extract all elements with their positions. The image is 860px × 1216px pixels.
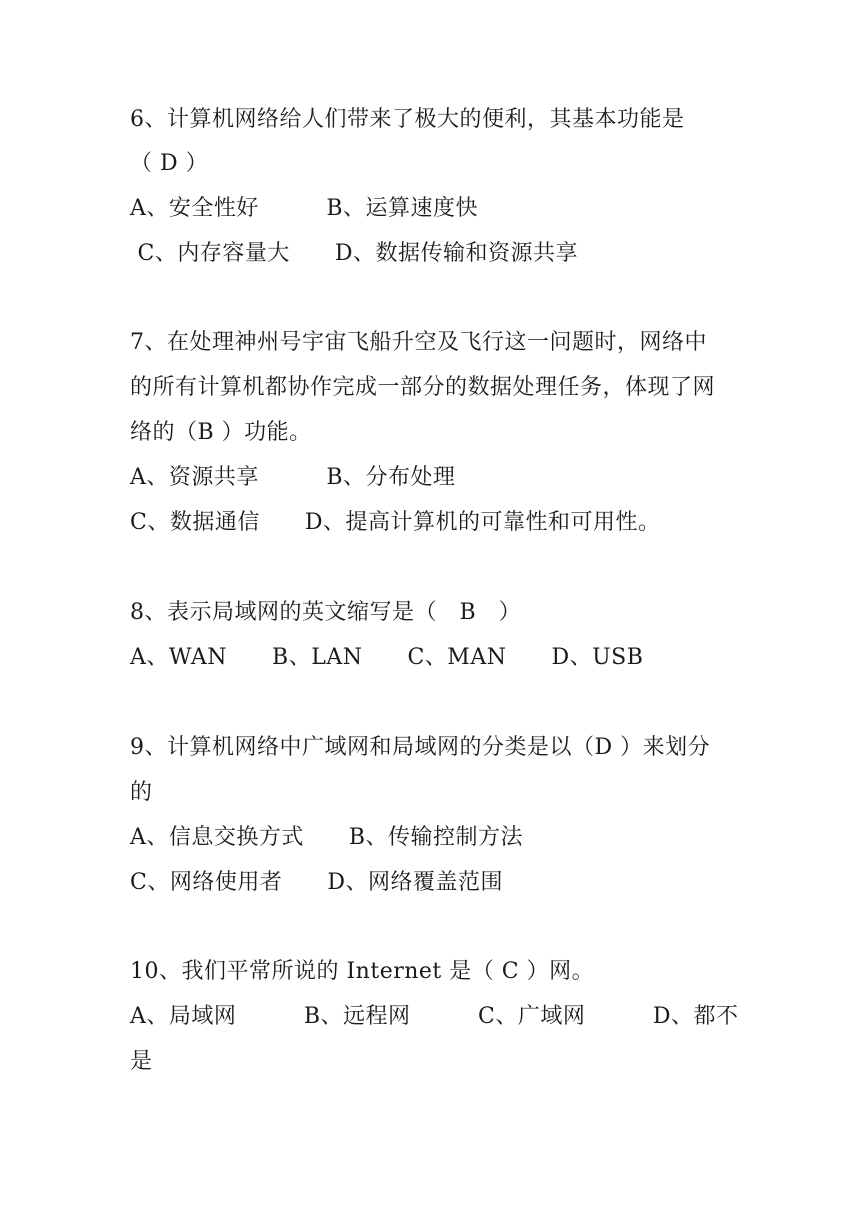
question-6-stem-line-1: 6、计算机网络给人们带来了极大的便利，其基本功能是 [130,107,685,132]
question-7-stem-line-2: 的所有计算机都协作完成一部分的数据处理任务，体现了网 [130,375,716,400]
question-6-options-line-2: C、内存容量大 D、数据传输和资源共享 [130,241,578,266]
question-9-stem-line-2: 的 [130,780,153,805]
question-9-stem-line-1: 9、计算机网络中广域网和局域网的分类是以（D ）来划分 [130,735,711,760]
question-7-stem-line-3: 络的（B ）功能。 [130,420,312,445]
question-7-options-line-2: C、数据通信 D、提高计算机的可靠性和可用性。 [130,510,661,535]
question-7-options-line-1: A、资源共享 B、分布处理 [130,465,456,490]
question-8-stem-line-1: 8、表示局域网的英文缩写是（ B ） [130,600,522,625]
question-9-options-line-2: C、网络使用者 D、网络覆盖范围 [130,870,503,895]
question-9-options-line-1: A、信息交换方式 B、传输控制方法 [130,825,524,850]
question-10-stem-line-1: 10、我们平常所说的 Internet 是（ C ）网。 [130,959,595,984]
question-8-options-line-1: A、WAN B、LAN C、MAN D、USB [130,645,644,670]
question-10-options-line-1: A、局域网 B、远程网 C、广域网 D、都不 [130,1004,739,1029]
question-10-options-line-2: 是 [130,1049,153,1074]
question-6-options-line-1: A、安全性好 B、运算速度快 [130,196,479,221]
question-6-stem-line-2: （ D ） [130,151,209,176]
question-7-stem-line-1: 7、在处理神州号宇宙飞船升空及飞行这一问题时，网络中 [130,330,707,355]
